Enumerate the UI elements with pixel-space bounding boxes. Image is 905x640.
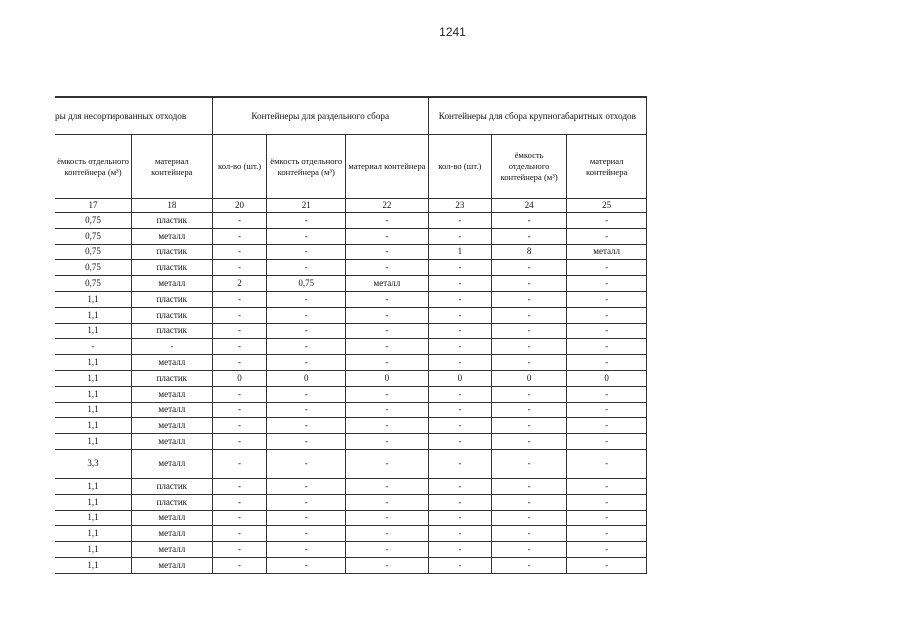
table-row [55, 402, 647, 418]
table-cell: - [346, 526, 429, 542]
table-cell: 1,1 [55, 557, 132, 573]
table-cell: 1,1 [55, 494, 132, 510]
table-cell: - [212, 213, 267, 229]
group-header-row [55, 98, 647, 135]
table-cell: - [267, 478, 346, 494]
table-cell: - [491, 260, 566, 276]
table-cell: - [491, 449, 566, 478]
table-cell: - [212, 386, 267, 402]
table-cell: - [428, 307, 491, 323]
column-number: 22 [346, 199, 429, 213]
column-header: ёмкость отдельного контейнера (м³) [55, 135, 132, 199]
group-header-unsorted: ры для несортированных отходов [55, 98, 212, 135]
table-row [55, 434, 647, 450]
table-cell: - [267, 291, 346, 307]
table-cell: 0,75 [55, 228, 132, 244]
table-cell: - [428, 339, 491, 355]
group-header-separate: Контейнеры для раздельного сбора [212, 98, 428, 135]
column-number: 17 [55, 199, 132, 213]
table-cell: металл [132, 542, 213, 558]
table-cell: - [491, 494, 566, 510]
table-cell: - [267, 557, 346, 573]
table-cell: - [346, 449, 429, 478]
table-cell: 1,1 [55, 370, 132, 386]
table-cell: - [267, 386, 346, 402]
table-cell: - [491, 542, 566, 558]
column-header: кол-во (шт.) [428, 135, 491, 199]
table-cell: - [491, 228, 566, 244]
table-cell: - [346, 213, 429, 229]
table-cell: - [567, 434, 647, 450]
table-cell: 0 [567, 370, 647, 386]
table-cell: - [267, 339, 346, 355]
table-cell: - [428, 228, 491, 244]
table-cell: - [567, 323, 647, 339]
table-row [55, 307, 647, 323]
table-cell: - [491, 323, 566, 339]
table-cell: - [567, 276, 647, 292]
table-cell: металл [132, 526, 213, 542]
table-cell: - [428, 449, 491, 478]
table-cell: - [212, 418, 267, 434]
table-cell: пластик [132, 244, 213, 260]
table-row [55, 370, 647, 386]
table-cell: - [346, 557, 429, 573]
table-cell: пластик [132, 478, 213, 494]
table-row [55, 244, 647, 260]
table-cell: - [567, 418, 647, 434]
table-cell: - [212, 244, 267, 260]
table-cell: - [428, 386, 491, 402]
table-cell: - [212, 526, 267, 542]
table-cell: - [267, 244, 346, 260]
table-row [55, 542, 647, 558]
table-cell: металл [132, 402, 213, 418]
table-cell: - [491, 434, 566, 450]
table-cell: - [567, 307, 647, 323]
table-cell: - [212, 228, 267, 244]
table-cell: - [428, 418, 491, 434]
table-cell: 1,1 [55, 291, 132, 307]
table-cell: - [428, 557, 491, 573]
table-cell: - [428, 402, 491, 418]
table-cell: 0 [428, 370, 491, 386]
table-cell: - [267, 526, 346, 542]
column-number-row [55, 199, 647, 213]
table-row [55, 276, 647, 292]
table-cell: металл [132, 449, 213, 478]
table-cell: - [567, 260, 647, 276]
table-cell: - [346, 494, 429, 510]
table-cell: - [567, 478, 647, 494]
table-cell: - [267, 260, 346, 276]
table-cell: - [267, 510, 346, 526]
table-cell: - [55, 339, 132, 355]
table-cell: - [346, 228, 429, 244]
table-cell: - [567, 339, 647, 355]
table-cell: - [567, 291, 647, 307]
table-cell: - [346, 478, 429, 494]
table-cell: - [346, 291, 429, 307]
table-cell: - [567, 542, 647, 558]
table-cell: - [428, 510, 491, 526]
table-cell: 1,1 [55, 526, 132, 542]
column-header: ёмкость отдельного контейнера (м³) [267, 135, 346, 199]
table-cell: - [428, 355, 491, 371]
table-cell: металл [132, 228, 213, 244]
table-cell: 1,1 [55, 418, 132, 434]
table-cell: 1,1 [55, 542, 132, 558]
table-cell: - [267, 402, 346, 418]
table-cell: 1,1 [55, 355, 132, 371]
column-number: 24 [491, 199, 566, 213]
table-cell: - [267, 494, 346, 510]
table-cell: - [346, 244, 429, 260]
table-row [55, 557, 647, 573]
column-header: материал контейнера [132, 135, 213, 199]
table-cell: 1,1 [55, 478, 132, 494]
column-header-row [55, 135, 647, 199]
table-cell: - [212, 449, 267, 478]
table-cell: - [346, 510, 429, 526]
table-cell: - [428, 260, 491, 276]
column-number: 25 [567, 199, 647, 213]
table-cell: пластик [132, 260, 213, 276]
table-cell: - [267, 449, 346, 478]
table-cell: - [567, 494, 647, 510]
table-cell: - [346, 323, 429, 339]
table-cell: - [267, 434, 346, 450]
table-cell: металл [346, 276, 429, 292]
table-cell: 1,1 [55, 434, 132, 450]
table-cell: - [491, 402, 566, 418]
table-cell: 1,1 [55, 510, 132, 526]
table-row [55, 526, 647, 542]
table-cell: - [491, 307, 566, 323]
column-number: 23 [428, 199, 491, 213]
table-cell: 0,75 [55, 276, 132, 292]
table-cell: металл [567, 244, 647, 260]
table-cell: - [212, 402, 267, 418]
table-cell: - [212, 307, 267, 323]
table-cell: - [428, 434, 491, 450]
table-cell: 0 [267, 370, 346, 386]
table-cell: - [567, 402, 647, 418]
group-header-bulky: Контейнеры для сбора крупногабаритных отходов [428, 98, 646, 135]
table-cell: - [212, 339, 267, 355]
table-cell: - [428, 276, 491, 292]
table-cell: пластик [132, 307, 213, 323]
table-row [55, 339, 647, 355]
table-row [55, 323, 647, 339]
table-cell: 0,75 [267, 276, 346, 292]
table-row [55, 386, 647, 402]
table-cell: пластик [132, 494, 213, 510]
table-cell: металл [132, 510, 213, 526]
table-cell: 1,1 [55, 386, 132, 402]
table-cell: - [491, 478, 566, 494]
table-cell: - [267, 418, 346, 434]
table-cell: - [491, 386, 566, 402]
table-cell: - [346, 434, 429, 450]
table-row [55, 355, 647, 371]
column-number: 20 [212, 199, 267, 213]
table-cell: - [212, 291, 267, 307]
table-cell: пластик [132, 213, 213, 229]
table-cell: - [346, 402, 429, 418]
table-cell: - [567, 386, 647, 402]
table-cell: - [567, 557, 647, 573]
table-cell: - [132, 339, 213, 355]
table-cell: 8 [491, 244, 566, 260]
table-row [55, 449, 647, 478]
table-cell: - [567, 449, 647, 478]
table-cell: - [491, 418, 566, 434]
table-cell: - [428, 323, 491, 339]
table-cell: - [491, 510, 566, 526]
table-cell: 0 [346, 370, 429, 386]
table-cell: 0,75 [55, 244, 132, 260]
table-cell: - [267, 228, 346, 244]
table-cell: - [212, 434, 267, 450]
table-cell: - [212, 355, 267, 371]
table-cell: - [267, 542, 346, 558]
table-cell: металл [132, 557, 213, 573]
table-cell: - [212, 260, 267, 276]
container-table [55, 97, 647, 574]
table-cell: металл [132, 418, 213, 434]
column-number: 21 [267, 199, 346, 213]
table-cell: - [267, 323, 346, 339]
table-cell: - [428, 526, 491, 542]
table-cell: - [346, 339, 429, 355]
table-cell: металл [132, 386, 213, 402]
table-cell: - [267, 213, 346, 229]
table-cell: - [346, 260, 429, 276]
table-cell: - [567, 213, 647, 229]
table-cell: - [567, 355, 647, 371]
table-row [55, 228, 647, 244]
table-cell: 2 [212, 276, 267, 292]
table-cell: металл [132, 355, 213, 371]
table-cell: - [346, 542, 429, 558]
table-cell: - [346, 355, 429, 371]
column-header: кол-во (шт.) [212, 135, 267, 199]
table-cell: - [491, 355, 566, 371]
table-cell: - [212, 494, 267, 510]
table-cell: - [346, 386, 429, 402]
table-cell: - [267, 355, 346, 371]
table-cell: - [212, 557, 267, 573]
table-cell: металл [132, 276, 213, 292]
table-row [55, 478, 647, 494]
table-cell: 3,3 [55, 449, 132, 478]
table-cell: пластик [132, 323, 213, 339]
table-cell: - [346, 307, 429, 323]
table-cell: - [428, 542, 491, 558]
table-row [55, 494, 647, 510]
column-number: 18 [132, 199, 213, 213]
table-cell: - [491, 526, 566, 542]
table-cell: - [491, 213, 566, 229]
column-header: материал контейнера [346, 135, 429, 199]
table-cell: 1,1 [55, 323, 132, 339]
table-cell: - [267, 307, 346, 323]
table-cell: - [428, 213, 491, 229]
table-cell: - [212, 542, 267, 558]
table-cell: - [567, 228, 647, 244]
table-cell: - [428, 494, 491, 510]
table-row [55, 418, 647, 434]
table-cell: - [491, 291, 566, 307]
table-cell: 0,75 [55, 260, 132, 276]
table-row [55, 260, 647, 276]
page-number: 1241 [439, 25, 466, 39]
table-row [55, 213, 647, 229]
column-header: ёмкость отдельного контейнера (м³) [491, 135, 566, 199]
table-cell: - [491, 339, 566, 355]
table-cell: пластик [132, 370, 213, 386]
table-row [55, 510, 647, 526]
table-cell: пластик [132, 291, 213, 307]
table-cell: металл [132, 434, 213, 450]
table-cell: - [212, 478, 267, 494]
table-cell: 1,1 [55, 402, 132, 418]
table-cell: - [428, 291, 491, 307]
table-cell: - [491, 276, 566, 292]
table-cell: - [491, 557, 566, 573]
table-cell: - [346, 418, 429, 434]
table-cell: 0 [212, 370, 267, 386]
table-cell: 0,75 [55, 213, 132, 229]
table-cell: - [212, 510, 267, 526]
table-cell: - [567, 510, 647, 526]
table-cell: - [428, 478, 491, 494]
table-cell: - [567, 526, 647, 542]
container-table-region [55, 96, 647, 575]
table-cell: 0 [491, 370, 566, 386]
table-cell: 1,1 [55, 307, 132, 323]
table-body [55, 213, 647, 574]
column-header: материал контейнера [567, 135, 647, 199]
table-row [55, 291, 647, 307]
table-cell: - [212, 323, 267, 339]
table-cell: 1 [428, 244, 491, 260]
